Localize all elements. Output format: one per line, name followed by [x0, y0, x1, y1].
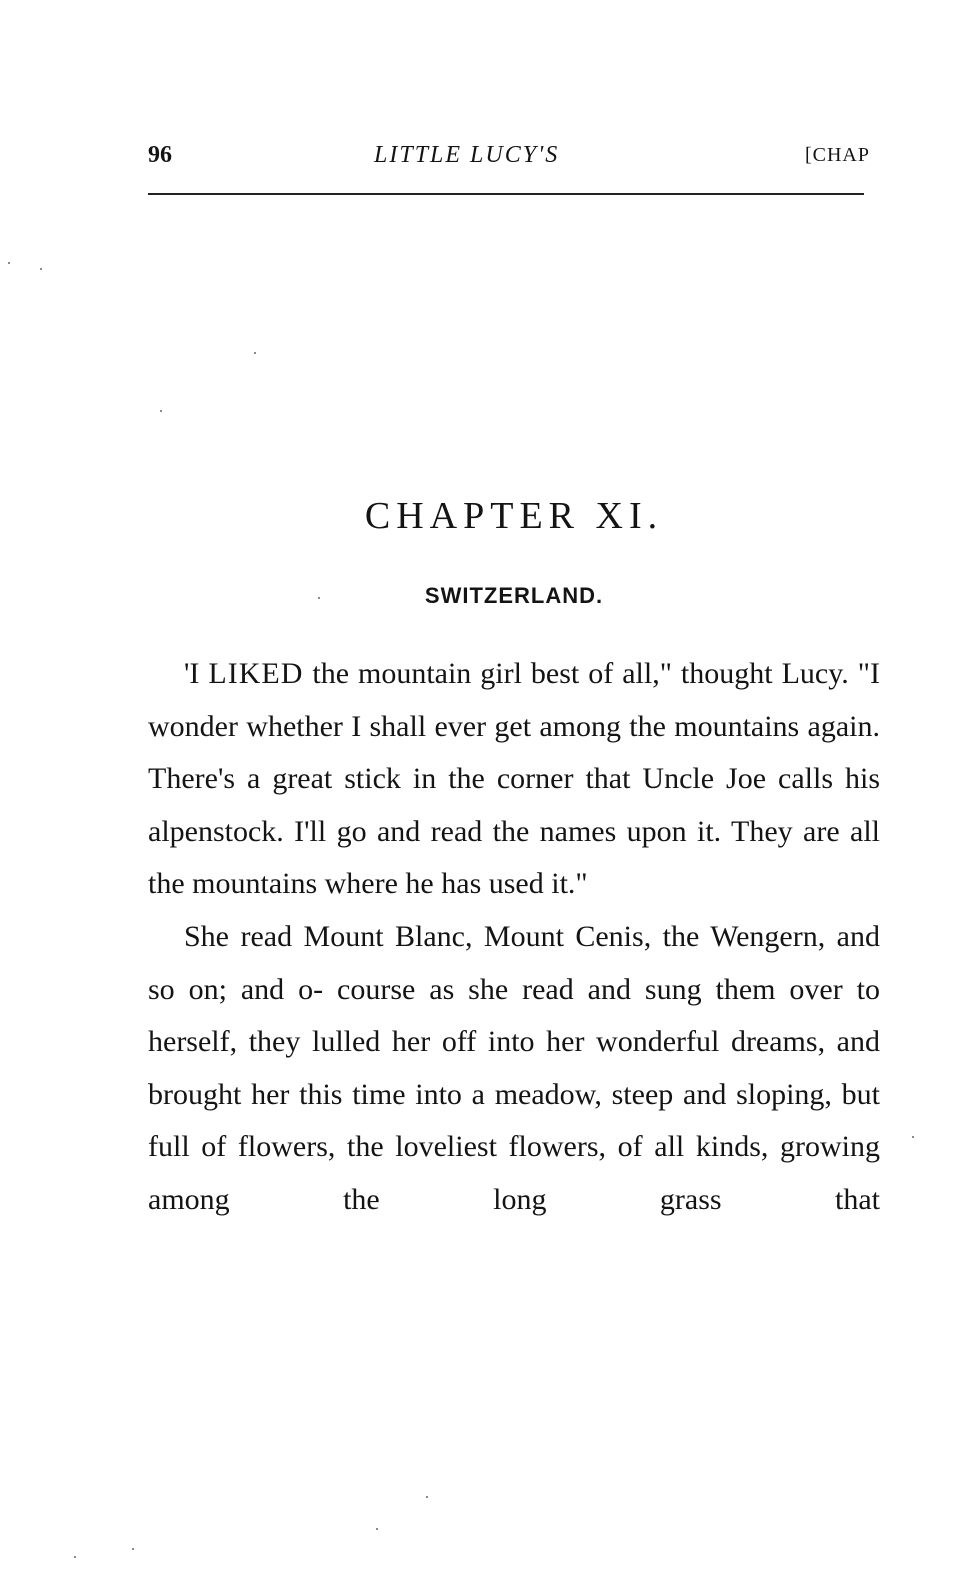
scan-speck — [376, 1528, 378, 1530]
scan-speck — [160, 410, 162, 412]
paragraph-1 — [148, 648, 880, 911]
running-head — [148, 138, 880, 178]
header-rule — [148, 193, 864, 195]
scan-speck — [8, 262, 10, 264]
scan-speck — [132, 1548, 134, 1550]
scan-speck — [426, 1496, 428, 1498]
scan-speck — [74, 1556, 76, 1558]
paragraph-1-text: the mountain girl best of all," thought Lucy. "I wonder whether I shall ever get among the mountains again. There's a great stick in the corner that Uncle Joe calls his alpenstock. I'll go and read the names upon it. They are all the mountains where he has used it." — [148, 657, 880, 901]
chapter-subtitle: SWITZERLAND. — [424, 583, 604, 608]
page-number: 96 — [148, 142, 172, 168]
scan-speck — [254, 352, 256, 354]
scan-speck — [912, 1136, 914, 1138]
body-text — [148, 648, 880, 1227]
scan-speck — [40, 268, 42, 270]
chapter-title: CHAPTER XI. — [364, 495, 664, 537]
scan-speck — [318, 597, 320, 599]
chapter-reference: [CHAP — [804, 144, 870, 166]
smallcaps-word: LIKED — [208, 657, 304, 690]
opening-quote: 'I — [184, 657, 209, 690]
paragraph-2: She read Mount Blanc, Mount Cenis, the Wengern, and so on; and o- course as she read and sung them over to herself, they lulled her off into her wonderful dreams, and brought her this time into a meadow, steep and sloping, but full of flowers, the loveliest flowers, of all kinds, growing among the long grass that — [148, 919, 880, 1216]
running-title: LITTLE LUCY'S — [374, 142, 560, 168]
